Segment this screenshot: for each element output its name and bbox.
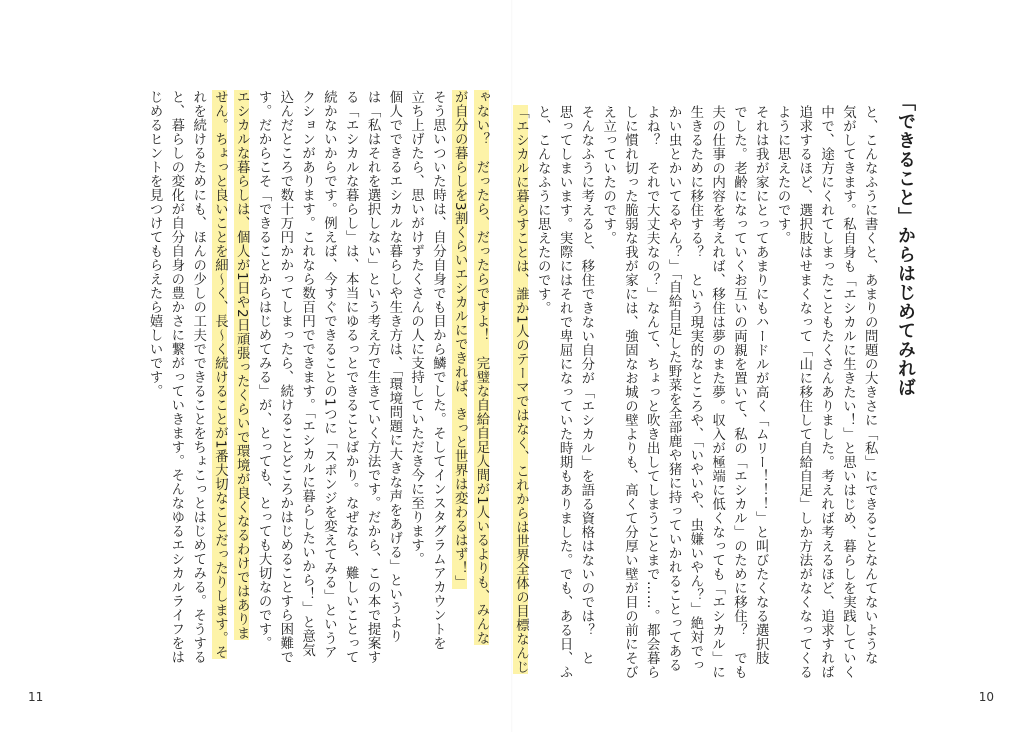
text-line: 個人でできるエシカルな暮らしや生き方は、「環境問題に大きな声をあげる」というより [386,90,402,644]
left-page-text [143,90,492,664]
text-line: 込んだところで数十万円かかってしまったら、続けることどころかはじめることすら困難で [277,90,293,664]
text-line: 生きるために移住する？ という現実的なところや、「いやいや、虫嫌いやん？」絶対でっ [687,105,703,673]
text-line: しに慣れ切った脆弱な我が家には、強固なお城の壁よりも、高くて分厚い壁が目の前にそび [622,105,638,679]
highlighted-line [470,90,492,646]
text-line: 追求するほど、選択肢はせまくなって「山に移住して自給自足」しか方法がなくなってくる [796,105,812,679]
highlight-text: 「エシカルに暮らすことは、誰か1人のテーマではなく、これからは世界全体の目標なんじ [513,105,529,675]
text-line: じめるヒントを見つけてもらえたら嬉しいです。 [147,90,163,398]
highlight-text: せん。ちょっと良いことを細〜く、長〜く続けることが1番大切なことだったりします。そ [212,90,228,660]
text-line: 続かないからです。例えば、今すぐできることの1つに「スポンジを変えてみる」というア [321,90,337,660]
text-line: と、こんなふうに書くと、あまりの問題の大きさに「私」にできることなんてないような [862,105,878,665]
text-line: でした。老齢になっていくお互いの両親を置いて、私の「エシカル」のために移住？ でも [731,105,747,679]
highlight-text: エシカルな暮らしは、個人が1日や2日頑張ったくらいで環境が良くなるわけではありま [234,90,250,641]
page-number-right: 10 [978,690,994,704]
text-line: と、こんなふうに思えたのです。 [535,105,551,315]
highlighted-line [230,90,252,641]
highlighted-line [448,90,470,630]
text-line: それは我が家にとってあまりにもハードルが高く「ムリー！！！」と叫びたくなる選択肢 [753,105,769,665]
right-page-text [510,93,916,679]
text-line: る「エシカルな暮らし」は、本当にゆるっとできることばかり。なぜなら、難しいことって [343,90,359,664]
text-line: よね？ それで大丈夫なの？」なんて、ちょっと吹き出してしまうことまで……。都会暮ら [644,105,660,679]
text-line: 思ってしまいます。実際にはそれで卑屈になっていた時期もありました。でも、ある日、ふ [557,105,573,679]
text-line: クションがあります。これなら数百円でできます。「エシカルに暮らしたいから！」と意気 [299,90,315,658]
text-line: そんなふうに考えると、移住できない自分が「エシカル」を語る資格はないのでは？ と [578,105,594,665]
text-line: れを続けるためにも、ほんの少しの工夫でできることをちょこっとはじめてみる。そうする [190,90,206,664]
highlight-text: が自分の暮らしを3割くらいエシカルにできれば、きっと世界は変わるはず！」 [452,90,468,590]
text-line: 中で、途方にくれてしまったこともたくさんありました。考えれば考えるほど、追求すれば [818,105,834,679]
text-line: え立っていたのです。 [600,105,616,245]
page-number-left: 11 [28,690,44,704]
text-line: は「私はそれを選択しない」という考え方で生きていく方法です。だから、この本で提案す [365,90,381,664]
text-line: 気がしてきます。私自身も「エシカルに生きたい！」と思いはじめ、暮らしを実践していく [840,105,856,679]
text-line: す。だからこそ「できることからはじめてみる」が、とっても、とっても大切なのです。 [256,90,272,650]
highlight-text: ゃない？ だったら、だったらですよ！ 完璧な自給自足人間が1人いるよりも、みんな [474,90,489,646]
text-line: そう思いついた時は、自分自身でも目から鱗でした。そしてインスタグラムアカウントを [430,90,446,650]
text-line: かい虫とかいてるやん？」「自給自足した野菜を全部鹿や猪に持っていかれることってある [666,105,682,673]
text-line: 立ち上げたら、思いがけずたくさんの人に支持していただき今に至ります。 [408,90,424,566]
text-line: ように思えたのです。 [775,105,791,245]
section-heading: 「できること」からはじめてみれば [895,93,916,397]
highlighted-line [510,105,532,675]
text-line: 夫の仕事の内容を考えれば、移住は夢のまた夢。収入が極端に低くなっても「エシカル」に [709,105,725,679]
highlighted-line [209,90,231,660]
text-line: と、暮らしの変化が自分自身の豊かさに繋がっていきます。そんなゆるエシカルライフをは [168,90,184,664]
